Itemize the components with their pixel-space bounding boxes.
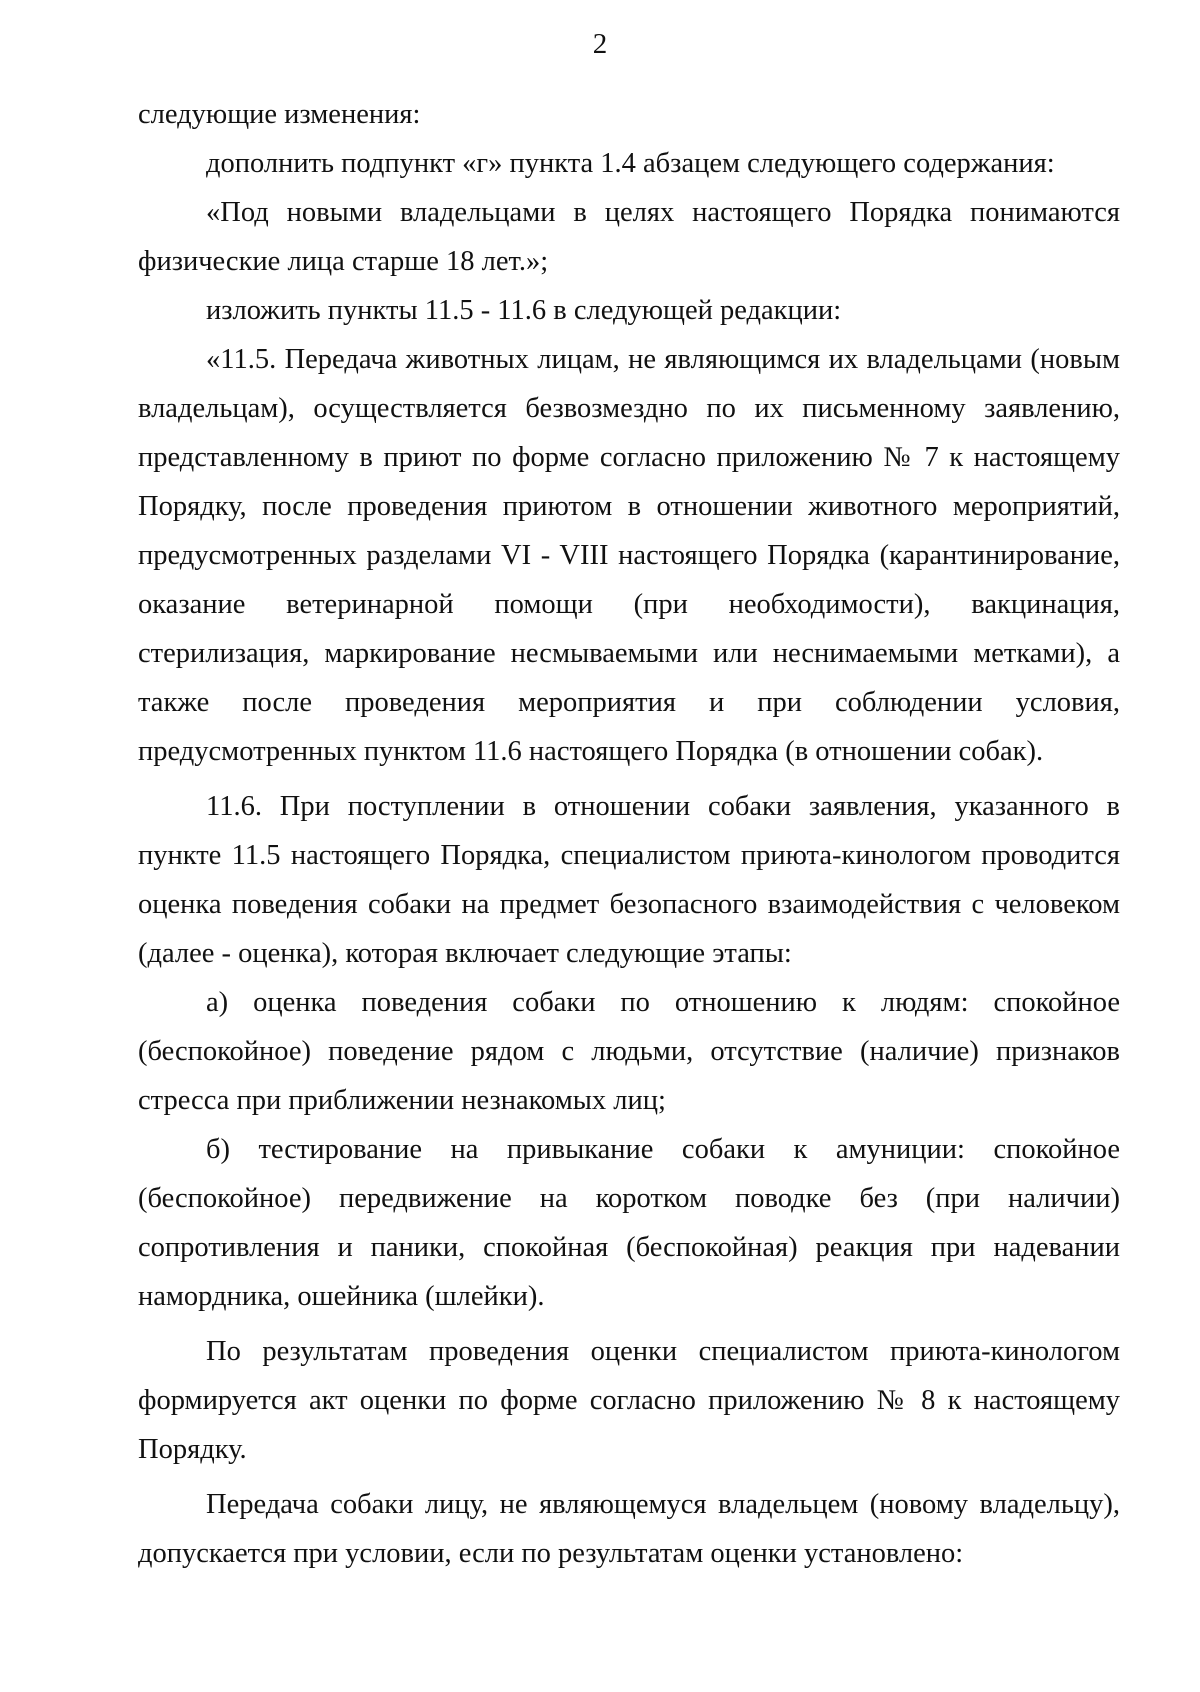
paragraph-11-6: 11.6. При поступлении в отношении собаки заявления, указанного в пункте 11.5 настоящего Порядка, специалистом приюта-кинологом проводится оценка поведения собаки на предмет безопасного взаимодействия с человеком (далее - оценка), которая включает следующие этапы:: [138, 791, 1120, 969]
paragraph-item-b: б) тестирование на привыкание собаки к амуниции: спокойное (беспокойное) передвижение на коротком поводке без (при наличии) сопротивления и паники, спокойная (беспокойная) реакция при надевании намордника, ошейника (шлейки).: [138, 1134, 1120, 1312]
paragraph-item-a: а) оценка поведения собаки по отношению к людям: спокойное (беспокойное) поведение рядом с людьми, отсутствие (наличие) признаков стресса при приближении незнакомых лиц;: [138, 987, 1120, 1116]
paragraph-restate-11-5-11-6: изложить пункты 11.5 - 11.6 в следующей редакции:: [206, 295, 842, 326]
paragraph-new-owners-definition: «Под новыми владельцами в целях настоящего Порядка понимаются физические лица старше 18 лет.»;: [138, 197, 1120, 277]
page-number: 2: [592, 28, 608, 60]
paragraph-intro: следующие изменения:: [138, 99, 421, 130]
paragraph-assessment-act: По результатам проведения оценки специалистом приюта-кинологом формируется акт оценки по форме согласно приложению № 8 к настоящему Порядку.: [138, 1336, 1120, 1465]
paragraph-transfer-condition: Передача собаки лицу, не являющемуся владельцем (новому владельцу), допускается при условии, если по результатам оценки установлено:: [138, 1489, 1120, 1569]
document-body: [138, 90, 1120, 1578]
paragraph-11-5: «11.5. Передача животных лицам, не являющимся их владельцами (новым владельцам), осуществляется безвозмездно по их письменному заявлению, представленному в приют по форме согласно приложению № 7 к настоящему Порядку, после проведения приютом в отношении животного мероприятий, предусмотренных разделами VI - VIII настоящего Порядка (карантинирование, оказание ветеринарной помощи (при необходимости), вакцинация, стерилизация, маркирование несмываемыми или неснимаемыми метками), а также после проведения мероприятия и при соблюдении условия, предусмотренных пунктом 11.6 настоящего Порядка (в отношении собак).: [138, 344, 1120, 767]
paragraph-amend-1-4: дополнить подпункт «г» пункта 1.4 абзацем следующего содержания:: [206, 148, 1055, 179]
